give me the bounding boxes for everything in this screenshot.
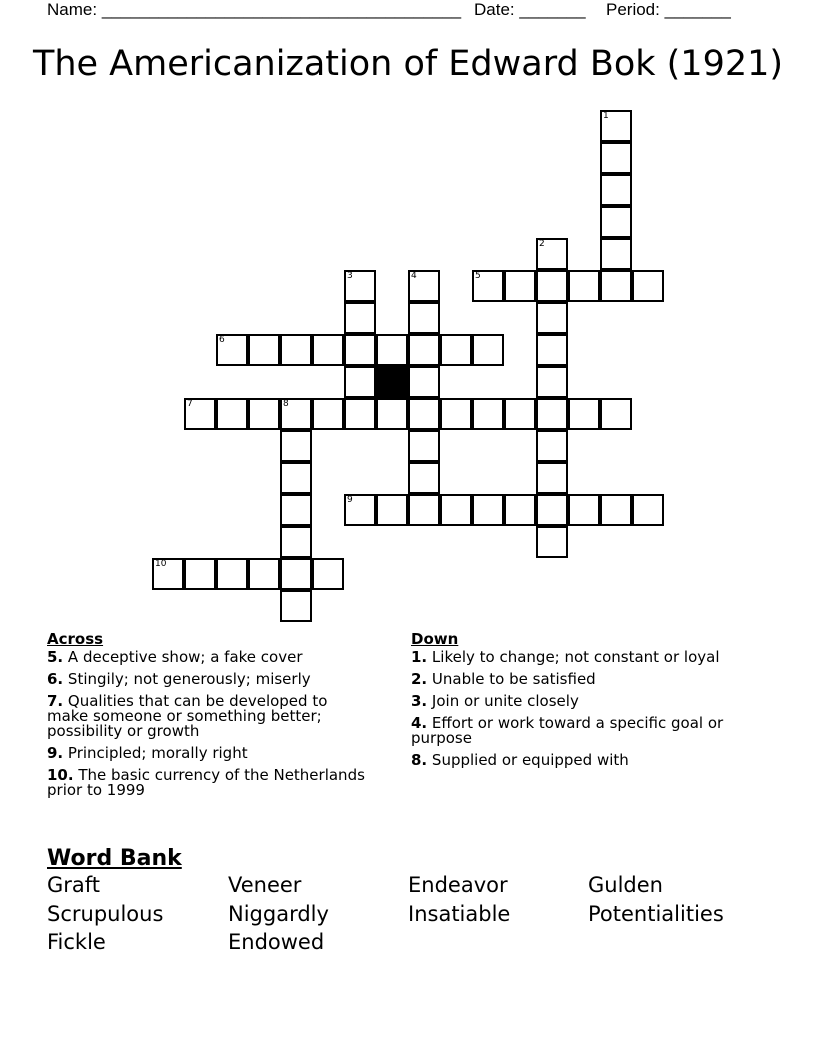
word-bank-heading: Word Bank bbox=[47, 846, 182, 871]
word-bank-word: Scrupulous bbox=[47, 902, 164, 926]
name-line: ______________________________________ bbox=[101, 0, 462, 19]
grid-cell[interactable] bbox=[344, 398, 376, 430]
across-clues bbox=[47, 630, 367, 805]
grid-cell[interactable] bbox=[472, 334, 504, 366]
grid-cell[interactable] bbox=[568, 270, 600, 302]
across-clue bbox=[47, 768, 367, 798]
grid-cell[interactable] bbox=[216, 558, 248, 590]
grid-cell[interactable] bbox=[536, 494, 568, 526]
clue-num: 1. bbox=[411, 648, 428, 666]
grid-cell[interactable] bbox=[376, 334, 408, 366]
grid-cell[interactable] bbox=[248, 334, 280, 366]
grid-cell[interactable] bbox=[344, 270, 376, 302]
grid-cell[interactable] bbox=[536, 430, 568, 462]
clue-text: A deceptive show; a fake cover bbox=[67, 648, 303, 666]
word-bank-word: Insatiable bbox=[408, 902, 511, 926]
across-heading: Across bbox=[47, 630, 104, 648]
date-line: _______ bbox=[519, 0, 586, 19]
grid-cell[interactable] bbox=[408, 398, 440, 430]
across-clue bbox=[47, 672, 367, 687]
clue-text: Qualities that can be developed to make someone or something better; possibility or growth bbox=[47, 692, 328, 740]
grid-cell[interactable] bbox=[184, 558, 216, 590]
grid-cell[interactable] bbox=[536, 270, 568, 302]
grid-cell[interactable] bbox=[376, 494, 408, 526]
clue-number: 2 bbox=[539, 239, 545, 249]
word-bank-word: Niggardly bbox=[228, 902, 329, 926]
grid-cell[interactable] bbox=[440, 334, 472, 366]
clue-num: 9. bbox=[47, 744, 64, 762]
grid-cell[interactable] bbox=[408, 334, 440, 366]
grid-cell[interactable] bbox=[280, 462, 312, 494]
grid-cell[interactable] bbox=[280, 558, 312, 590]
grid-cell[interactable] bbox=[536, 398, 568, 430]
grid-cell[interactable] bbox=[344, 334, 376, 366]
clue-num: 7. bbox=[47, 692, 64, 710]
grid-cell[interactable] bbox=[536, 302, 568, 334]
grid-cell[interactable] bbox=[472, 270, 504, 302]
clue-number: 10 bbox=[155, 559, 167, 569]
grid-cell[interactable] bbox=[632, 494, 664, 526]
grid-cell[interactable] bbox=[536, 238, 568, 270]
grid-cell[interactable] bbox=[312, 398, 344, 430]
clue-text: Likely to change; not constant or loyal bbox=[431, 648, 720, 666]
grid-cell[interactable] bbox=[184, 398, 216, 430]
clue-text: Principled; morally right bbox=[67, 744, 248, 762]
clue-num: 5. bbox=[47, 648, 64, 666]
down-heading: Down bbox=[411, 630, 459, 648]
word-bank-word: Graft bbox=[47, 873, 101, 897]
grid-cell[interactable] bbox=[504, 398, 536, 430]
black-cell bbox=[376, 366, 408, 398]
grid-cell[interactable] bbox=[600, 142, 632, 174]
word-bank-word: Veneer bbox=[228, 873, 302, 897]
grid-cell[interactable] bbox=[280, 430, 312, 462]
grid-cell[interactable] bbox=[248, 398, 280, 430]
clue-num: 2. bbox=[411, 670, 428, 688]
clue-number: 4 bbox=[411, 271, 417, 281]
page-title: The Americanization of Edward Bok (1921) bbox=[32, 44, 784, 84]
date-label: Date: bbox=[474, 0, 515, 19]
clue-text: Supplied or equipped with bbox=[431, 751, 629, 769]
grid-cell[interactable] bbox=[408, 430, 440, 462]
grid-cell[interactable] bbox=[600, 398, 632, 430]
grid-cell[interactable] bbox=[344, 366, 376, 398]
down-clue bbox=[411, 650, 771, 665]
clue-number: 5 bbox=[475, 271, 481, 281]
grid-cell[interactable] bbox=[632, 270, 664, 302]
grid-cell[interactable] bbox=[568, 494, 600, 526]
clue-number: 3 bbox=[347, 271, 353, 281]
clue-num: 4. bbox=[411, 714, 428, 732]
clue-number: 8 bbox=[283, 399, 289, 409]
grid-cell[interactable] bbox=[408, 366, 440, 398]
across-clue bbox=[47, 650, 367, 665]
grid-cell[interactable] bbox=[280, 398, 312, 430]
grid-cell[interactable] bbox=[344, 494, 376, 526]
clue-num: 8. bbox=[411, 751, 428, 769]
grid-cell[interactable] bbox=[376, 398, 408, 430]
grid-cell[interactable] bbox=[472, 398, 504, 430]
grid-cell[interactable] bbox=[408, 302, 440, 334]
word-bank-word: Fickle bbox=[47, 930, 106, 954]
down-clue bbox=[411, 753, 771, 768]
clue-text: Effort or work toward a specific goal or purpose bbox=[411, 714, 724, 747]
clue-number: 1 bbox=[603, 111, 609, 121]
name-field[interactable] bbox=[47, 0, 461, 20]
across-clue bbox=[47, 746, 367, 761]
grid-cell[interactable] bbox=[216, 398, 248, 430]
grid-cell[interactable] bbox=[344, 302, 376, 334]
period-label: Period: bbox=[606, 0, 660, 19]
grid-cell[interactable] bbox=[280, 494, 312, 526]
grid-cell[interactable] bbox=[536, 462, 568, 494]
clue-text: Join or unite closely bbox=[431, 692, 579, 710]
grid-cell[interactable] bbox=[280, 334, 312, 366]
across-clue bbox=[47, 694, 367, 739]
grid-cell[interactable] bbox=[408, 494, 440, 526]
down-clue bbox=[411, 716, 771, 746]
word-bank-word: Endeavor bbox=[408, 873, 508, 897]
grid-cell[interactable] bbox=[600, 494, 632, 526]
grid-cell[interactable] bbox=[504, 270, 536, 302]
grid-cell[interactable] bbox=[216, 334, 248, 366]
clue-text: The basic currency of the Netherlands prior to 1999 bbox=[47, 766, 365, 799]
clue-text: Unable to be satisfied bbox=[431, 670, 596, 688]
period-field[interactable] bbox=[606, 0, 731, 20]
grid-cell[interactable] bbox=[600, 270, 632, 302]
grid-cell[interactable] bbox=[440, 398, 472, 430]
clue-number: 6 bbox=[219, 335, 225, 345]
down-clue bbox=[411, 672, 771, 687]
grid-cell[interactable] bbox=[536, 526, 568, 558]
grid-cell[interactable] bbox=[248, 558, 280, 590]
word-bank-word: Endowed bbox=[228, 930, 325, 954]
name-label: Name: bbox=[47, 0, 98, 19]
grid-cell[interactable] bbox=[600, 238, 632, 270]
clue-number: 7 bbox=[187, 399, 193, 409]
grid-cell[interactable] bbox=[504, 494, 536, 526]
clue-num: 10. bbox=[47, 766, 74, 784]
grid-cell[interactable] bbox=[600, 110, 632, 142]
clue-number: 9 bbox=[347, 495, 353, 505]
down-clues bbox=[411, 630, 771, 775]
grid-cell[interactable] bbox=[536, 334, 568, 366]
word-bank-word: Gulden bbox=[588, 873, 663, 897]
grid-cell[interactable] bbox=[280, 590, 312, 622]
grid-cell[interactable] bbox=[408, 462, 440, 494]
word-bank-word: Potentialities bbox=[588, 902, 724, 926]
period-line: _______ bbox=[664, 0, 731, 19]
clue-num: 3. bbox=[411, 692, 428, 710]
grid-cell[interactable] bbox=[568, 398, 600, 430]
down-clue bbox=[411, 694, 771, 709]
grid-cell[interactable] bbox=[536, 366, 568, 398]
clue-num: 6. bbox=[47, 670, 64, 688]
grid-cell[interactable] bbox=[312, 558, 344, 590]
grid-cell[interactable] bbox=[408, 270, 440, 302]
grid-cell[interactable] bbox=[280, 526, 312, 558]
grid-cell[interactable] bbox=[152, 558, 184, 590]
grid-cell[interactable] bbox=[440, 494, 472, 526]
grid-cell[interactable] bbox=[600, 206, 632, 238]
grid-cell[interactable] bbox=[312, 334, 344, 366]
date-field[interactable] bbox=[474, 0, 586, 20]
grid-cell[interactable] bbox=[600, 174, 632, 206]
grid-cell[interactable] bbox=[472, 494, 504, 526]
clue-text: Stingily; not generously; miserly bbox=[67, 670, 311, 688]
